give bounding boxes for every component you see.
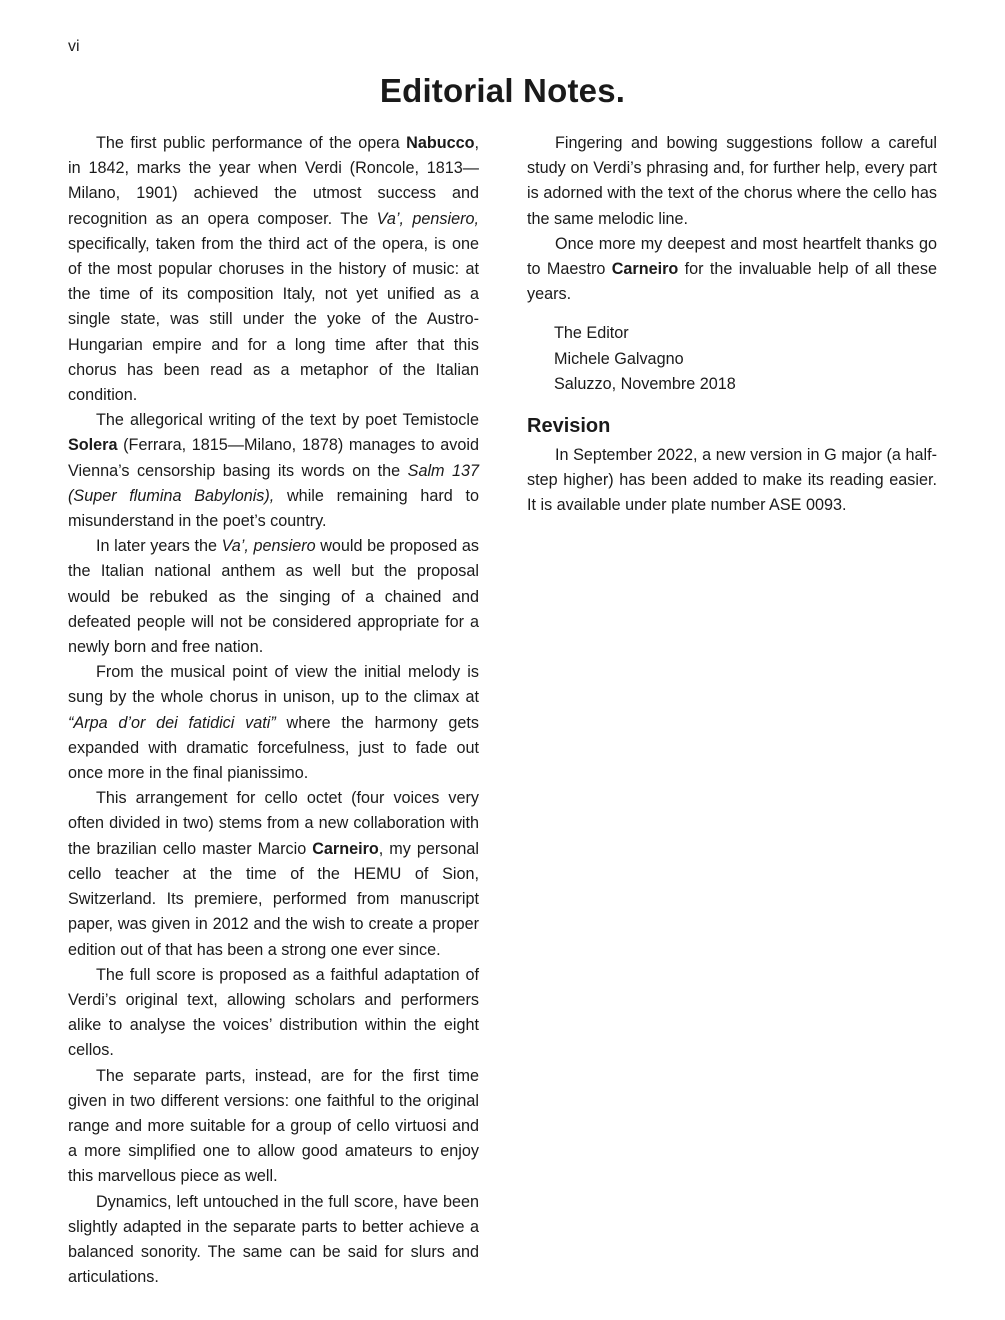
left-column	[68, 131, 479, 1290]
paragraph-full-score: The full score is proposed as a faithful adaptation of Verdi’s original text, allowing scholars and performers alike to analyse the voices’ distribution within the eight cellos.	[68, 965, 479, 1060]
signature-role: The Editor	[554, 324, 629, 343]
paragraph-separate-parts: The separate parts, instead, are for the first time given in two different versions: one faithful to the original range and more suitable for a group of cello virtuosi and a more simplified one to allow good amateurs to enjoy this marvellous piece as well.	[68, 1066, 479, 1186]
paragraph-thanks: Once more my deepest and most heartfelt thanks go to Maestro Carneiro for the invaluable help of all these years.	[527, 234, 937, 304]
page-number: vi	[68, 38, 80, 55]
paragraph-fingering: Fingering and bowing suggestions follow a careful study on Verdi’s phrasing and, for further help, every part is adorned with the text of the chorus where the cello has the same melodic line.	[527, 134, 937, 228]
paragraph-revision: In September 2022, a new version in G major (a half-step higher) has been added to make its reading easier. It is available under plate number ASE 0093.	[527, 446, 937, 515]
paragraph-arrangement: This arrangement for cello octet (four voices very often divided in two) stems from a new collaboration with the brazilian cello master Marcio Carneiro, my personal cello teacher at the time of the HEMU of Sion, Switzerland. Its premiere, performed from manuscript paper, was given in 2012 and the wish to create a proper edition out of that has been a strong one ever since.	[68, 789, 480, 959]
paragraph-melody: From the musical point of view the initial melody is sung by the whole chorus in unison, up to the climax at “Arpa d’or dei fatidici vati” where the harmony gets expanded with dramatic forcefulness, just to fade out once more in the final pianissimo.	[68, 663, 479, 783]
paragraph-nabucco: The first public performance of the opera Nabucco, in 1842, marks the year when Verdi (Roncole, 1813—Milano, 1901) achieved the utmost success and recognition as an opera composer. The Va’, pensiero, specifically, taken from the third act of the opera, is one of the most popular choruses in the history of music: at the time of its composition Italy, not yet unified as a single state, was still under the yoke of the Austro-Hungarian empire and for a long time after that this chorus has been read as a metaphor of the Italian condition.	[68, 134, 479, 405]
signature-place-date: Saluzzo, Novembre 2018	[554, 374, 736, 393]
paragraph-anthem: In later years the Va’, pensiero would be proposed as the Italian national anthem as well but the proposal would be rebuked as the singing of a chained and defeated people will not be considered appropriate for a newly born and free nation.	[68, 537, 479, 657]
right-column	[527, 131, 937, 519]
paragraph-dynamics: Dynamics, left untouched in the full score, have been slightly adapted in the separate parts to better achieve a balanced sonority. The same can be said for slurs and articulations.	[68, 1192, 479, 1287]
page-title: Editorial Notes.	[379, 72, 626, 109]
revision-heading: Revision	[527, 415, 611, 438]
paragraph-solera: The allegorical writing of the text by poet Temistocle Solera (Ferrara, 1815—Milano, 1878) manages to avoid Vienna’s censorship basing its words on the Salm 137 (Super flumina Babylonis), while remaining hard to misunderstand in the poet’s country.	[68, 411, 480, 531]
signature-name: Michele Galvagno	[554, 349, 684, 368]
signature-block	[527, 321, 937, 397]
